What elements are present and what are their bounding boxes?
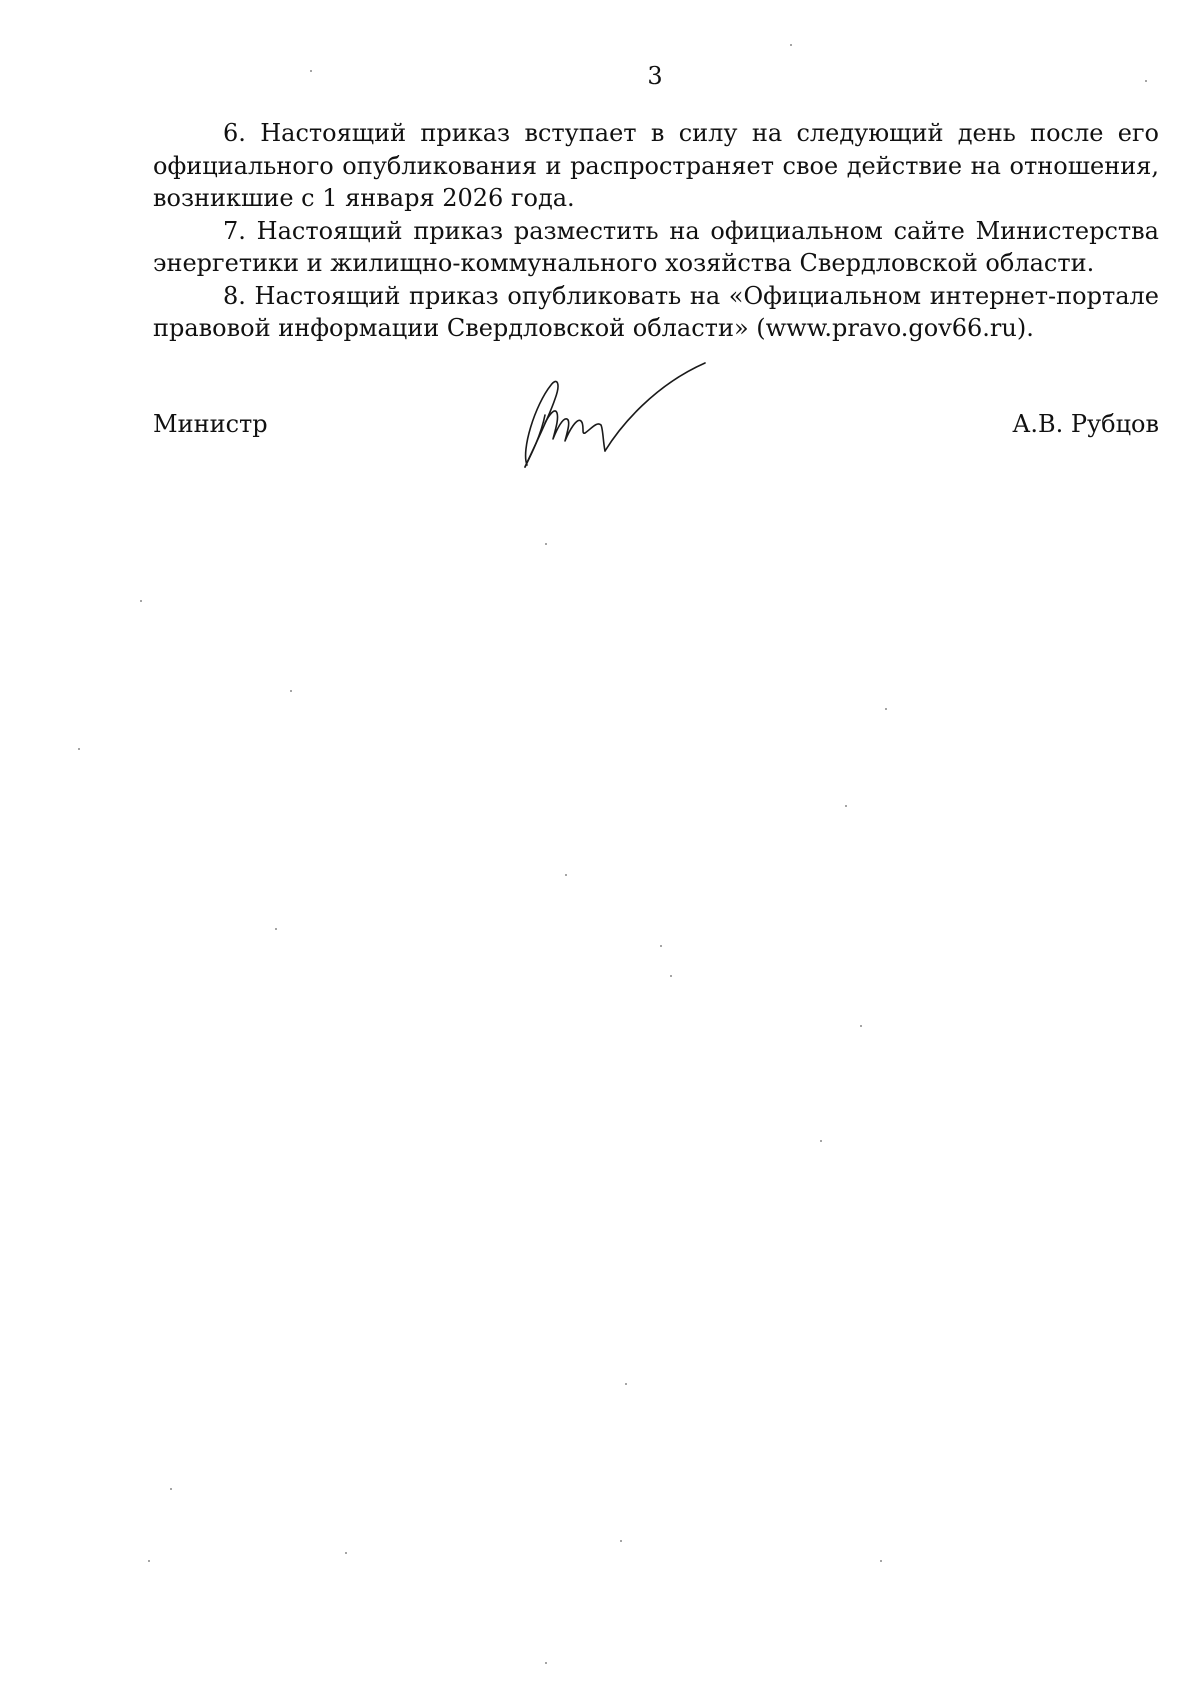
- scan-speck: [625, 1383, 627, 1385]
- scan-speck: [845, 805, 847, 807]
- scan-speck: [660, 945, 662, 947]
- scan-speck: [860, 1025, 862, 1027]
- scan-speck: [565, 874, 567, 876]
- scan-speck: [670, 975, 672, 977]
- scan-speck: [310, 70, 312, 72]
- scan-speck: [275, 928, 277, 930]
- scan-speck: [170, 1488, 172, 1490]
- page-number: 3: [647, 62, 663, 90]
- scan-speck: [545, 1662, 547, 1664]
- scan-speck: [78, 748, 80, 750]
- signer-name: А.В. Рубцов: [1012, 410, 1159, 438]
- scan-speck: [148, 1560, 150, 1562]
- paragraph-8: 8. Настоящий приказ опубликовать на «Официальном интернет-портале правовой информации Свердловской области» (www.pravo.gov66.ru).: [153, 281, 1159, 342]
- scan-speck: [790, 44, 792, 46]
- signature-block: [153, 408, 1159, 468]
- position-title: Министр: [153, 410, 268, 438]
- scan-speck: [545, 543, 547, 545]
- scan-speck: [885, 708, 887, 710]
- scan-speck: [1145, 80, 1147, 82]
- scan-speck: [345, 1552, 347, 1554]
- paragraph-7: 7. Настоящий приказ разместить на официальном сайте Министерства энергетики и жилищно-коммунального хозяйства Свердловской области.: [153, 216, 1159, 277]
- scan-speck: [290, 690, 292, 692]
- scan-speck: [880, 1560, 882, 1562]
- document-body: [153, 117, 1159, 345]
- scan-speck: [140, 600, 142, 602]
- scan-speck: [620, 1540, 622, 1542]
- paragraph-6: 6. Настоящий приказ вступает в силу на следующий день после его официального опубликования и распространяет свое действие на отношения, возникшие с 1 января 2026 года.: [153, 119, 1159, 212]
- scan-speck: [820, 1140, 822, 1142]
